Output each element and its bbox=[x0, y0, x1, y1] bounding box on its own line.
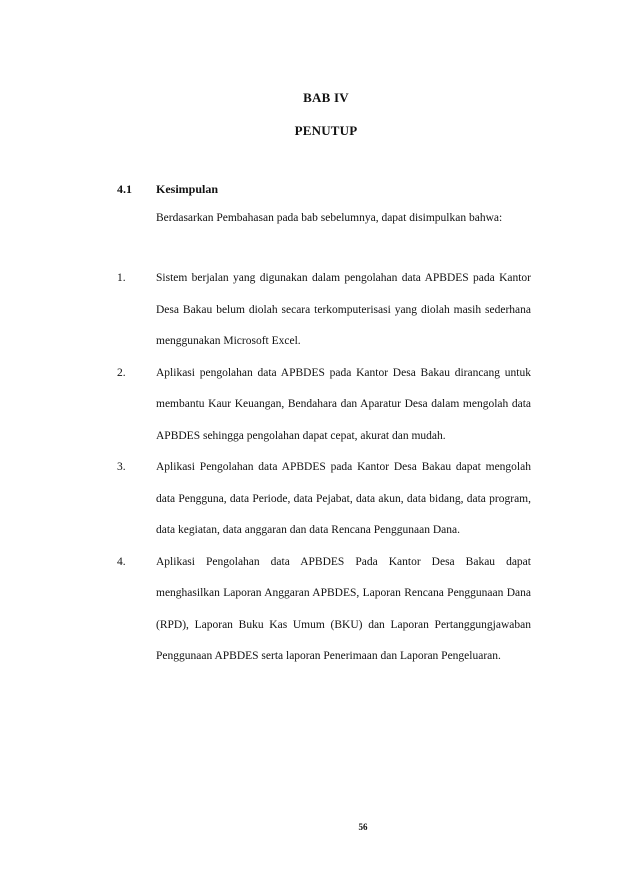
list-marker: 1. bbox=[117, 272, 126, 284]
list-item-text: Aplikasi Pengolahan data APBDES Pada Kantor Desa Bakau dapat menghasilkan Laporan Anggaran APBDES, Laporan Rencana Penggunaan Dana (RPD), Laporan Buku Kas Umum (BKU) dan Laporan Pertanggungjawaban Penggunaan APBDES serta laporan Penerimaan dan Laporan Pengeluaran. bbox=[156, 555, 531, 662]
conclusion-list bbox=[117, 263, 531, 673]
list-marker: 3. bbox=[117, 461, 126, 473]
chapter-title: PENUTUP bbox=[294, 123, 358, 138]
list-item-text: Aplikasi pengolahan data APBDES pada Kantor Desa Bakau dirancang untuk membantu Kaur Keuangan, Bendahara dan Aparatur Desa dalam mengolah data APBDES sehingga pengolahan dapat cepat, akurat dan mudah. bbox=[156, 366, 531, 442]
list-item bbox=[117, 358, 531, 453]
section-heading bbox=[117, 182, 218, 197]
chapter-label: BAB IV bbox=[303, 90, 349, 105]
section-title: Kesimpulan bbox=[156, 182, 219, 196]
section-number: 4.1 bbox=[117, 182, 132, 196]
list-item bbox=[117, 263, 531, 358]
list-marker: 2. bbox=[117, 366, 126, 379]
page-number: 56 bbox=[358, 822, 368, 832]
list-item-text: Aplikasi Pengolahan data APBDES pada Kantor Desa Bakau dapat mengolah data Pengguna, data Periode, data Pejabat, data akun, data bidang, data program, data kegiatan, data anggaran dan data Rencana Penggunaan Dana. bbox=[156, 461, 531, 536]
list-marker: 4. bbox=[117, 555, 126, 568]
list-item bbox=[117, 452, 531, 547]
intro-paragraph: Berdasarkan Pembahasan pada bab sebelumnya, dapat disimpulkan bahwa: bbox=[156, 212, 503, 224]
list-item-text: Sistem berjalan yang digunakan dalam pengolahan data APBDES pada Kantor Desa Bakau belum diolah secara terkomputerisasi yang diolah masih sederhana menggunakan Microsoft Excel. bbox=[156, 272, 531, 347]
list-item bbox=[117, 547, 531, 673]
